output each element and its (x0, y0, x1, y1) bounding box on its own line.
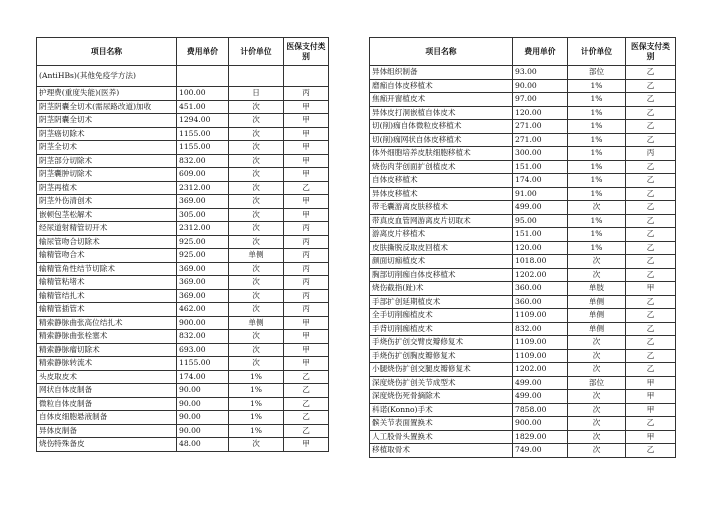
header-pricing-unit: 计价单位 (568, 38, 626, 66)
cell-insurance-category: 乙 (626, 255, 676, 269)
cell-insurance-category: 乙 (626, 201, 676, 215)
cell-unit-price: 499.00 (513, 390, 568, 404)
table-row (370, 349, 676, 363)
cell-insurance-category: 乙 (284, 424, 329, 438)
cell-unit-price: 90.00 (177, 384, 229, 398)
table-row (370, 444, 676, 458)
cell-insurance-category: 乙 (626, 336, 676, 350)
cell-pricing-unit: 次 (229, 100, 284, 114)
cell-pricing-unit: 次 (229, 181, 284, 195)
cell-pricing-unit: 1% (229, 411, 284, 425)
cell-pricing-unit: 次 (229, 114, 284, 128)
cell-pricing-unit: 单侧 (229, 316, 284, 330)
cell-insurance-category: 甲 (626, 430, 676, 444)
cell-pricing-unit (229, 66, 284, 87)
cell-pricing-unit: 1% (568, 79, 626, 93)
cell-pricing-unit: 1% (568, 106, 626, 120)
cell-unit-price: 1829.00 (513, 430, 568, 444)
cell-item-name: 头皮取皮术 (37, 370, 177, 384)
table-row (37, 181, 329, 195)
cell-unit-price: 369.00 (177, 195, 229, 209)
cell-insurance-category: 甲 (284, 127, 329, 141)
cell-insurance-category: 甲 (284, 114, 329, 128)
table-row (370, 187, 676, 201)
cell-pricing-unit: 次 (229, 235, 284, 249)
cell-unit-price: 1202.00 (513, 363, 568, 377)
cell-pricing-unit: 1% (568, 160, 626, 174)
cell-unit-price: 90.00 (177, 397, 229, 411)
cell-unit-price: 1109.00 (513, 336, 568, 350)
table-row (37, 384, 329, 398)
table-row (37, 168, 329, 182)
cell-unit-price: 90.00 (177, 411, 229, 425)
cell-unit-price: 1155.00 (177, 141, 229, 155)
table-row (370, 93, 676, 107)
cell-item-name: 输尿管吻合切除术 (37, 235, 177, 249)
cell-unit-price: 151.00 (513, 160, 568, 174)
cell-pricing-unit: 次 (229, 195, 284, 209)
table-row (370, 309, 676, 323)
cell-insurance-category: 甲 (284, 330, 329, 344)
cell-unit-price: 1109.00 (513, 309, 568, 323)
cell-item-name: 小腿烧伤扩创交腿皮瓣修复术 (370, 363, 513, 377)
cell-pricing-unit: 单侧 (568, 295, 626, 309)
cell-pricing-unit: 次 (568, 255, 626, 269)
cell-unit-price: 100.00 (177, 87, 229, 101)
cell-item-name: 阴茎阴囊全切术(需尿路改道)加收 (37, 100, 177, 114)
cell-insurance-category: 甲 (626, 282, 676, 296)
table-row (37, 208, 329, 222)
table-row (37, 343, 329, 357)
cell-insurance-category: 甲 (284, 343, 329, 357)
cell-unit-price: 7858.00 (513, 403, 568, 417)
table-row (370, 430, 676, 444)
cell-item-name: 深度烧伤扩创关节成型术 (370, 376, 513, 390)
cell-unit-price: 900.00 (513, 417, 568, 431)
cell-item-name: 阴茎全切术 (37, 141, 177, 155)
header-insurance-category: 医保支付类别 (626, 38, 676, 66)
cell-insurance-category: 乙 (626, 295, 676, 309)
table-row (370, 228, 676, 242)
cell-insurance-category: 乙 (626, 93, 676, 107)
cell-unit-price: 1018.00 (513, 255, 568, 269)
cell-insurance-category: 丙 (284, 289, 329, 303)
cell-pricing-unit: 1% (568, 241, 626, 255)
cell-pricing-unit: 单侧 (229, 249, 284, 263)
cell-unit-price: 832.00 (513, 322, 568, 336)
cell-pricing-unit: 单侧 (568, 309, 626, 323)
cell-unit-price: 95.00 (513, 214, 568, 228)
table-row (37, 154, 329, 168)
table-row (370, 336, 676, 350)
cell-item-name: 经尿道射精管切开术 (37, 222, 177, 236)
cell-pricing-unit: 次 (229, 343, 284, 357)
table-row (37, 411, 329, 425)
cell-pricing-unit: 日 (229, 87, 284, 101)
cell-item-name: 游离皮片移植术 (370, 228, 513, 242)
cell-pricing-unit: 次 (229, 208, 284, 222)
cell-pricing-unit: 次 (568, 417, 626, 431)
cell-item-name: 科诺(Konno)手术 (370, 403, 513, 417)
cell-pricing-unit: 次 (568, 403, 626, 417)
cell-pricing-unit: 次 (229, 438, 284, 452)
cell-unit-price: 360.00 (513, 295, 568, 309)
cell-unit-price: 749.00 (513, 444, 568, 458)
cell-unit-price: 120.00 (513, 241, 568, 255)
fee-table-right (369, 37, 676, 458)
cell-unit-price: 271.00 (513, 120, 568, 134)
cell-insurance-category: 乙 (626, 66, 676, 80)
cell-item-name: 精索静脉曲张高位结扎术 (37, 316, 177, 330)
cell-unit-price: 369.00 (177, 276, 229, 290)
table-row (370, 120, 676, 134)
cell-pricing-unit: 单肢 (568, 282, 626, 296)
cell-insurance-category: 乙 (626, 228, 676, 242)
cell-item-name: 手烧伤扩创胸皮瓣修复术 (370, 349, 513, 363)
cell-insurance-category: 甲 (284, 438, 329, 452)
cell-pricing-unit: 次 (568, 349, 626, 363)
header-item-name: 项目名称 (37, 38, 177, 66)
cell-item-name: 烧伤肉芽创面扩创植皮术 (370, 160, 513, 174)
cell-pricing-unit: 次 (229, 154, 284, 168)
cell-pricing-unit: 1% (568, 133, 626, 147)
table-row (370, 376, 676, 390)
cell-insurance-category: 丙 (284, 87, 329, 101)
cell-insurance-category: 乙 (626, 79, 676, 93)
cell-unit-price: 499.00 (513, 376, 568, 390)
cell-pricing-unit: 1% (229, 424, 284, 438)
cell-item-name: 精索静脉瘤切除术 (37, 343, 177, 357)
cell-insurance-category: 乙 (284, 370, 329, 384)
cell-unit-price: 462.00 (177, 303, 229, 317)
cell-pricing-unit: 1% (568, 174, 626, 188)
header-pricing-unit: 计价单位 (229, 38, 284, 66)
cell-item-name: 输精管角性结节切除术 (37, 262, 177, 276)
cell-pricing-unit: 次 (229, 357, 284, 371)
cell-unit-price: 2312.00 (177, 181, 229, 195)
cell-pricing-unit: 次 (229, 127, 284, 141)
cell-item-name: 护理费(重度失能)(医养) (37, 87, 177, 101)
cell-pricing-unit: 1% (568, 214, 626, 228)
cell-insurance-category: 乙 (626, 363, 676, 377)
cell-pricing-unit: 1% (568, 120, 626, 134)
table-row (37, 141, 329, 155)
cell-insurance-category: 乙 (626, 174, 676, 188)
cell-unit-price: 151.00 (513, 228, 568, 242)
cell-item-name: 输精管吻合术 (37, 249, 177, 263)
table-row (370, 255, 676, 269)
cell-item-name: 异体组织制备 (370, 66, 513, 80)
cell-pricing-unit: 次 (229, 141, 284, 155)
cell-insurance-category: 乙 (626, 417, 676, 431)
cell-pricing-unit: 部位 (568, 376, 626, 390)
cell-insurance-category: 甲 (284, 100, 329, 114)
cell-item-name: 异体皮移植术 (370, 187, 513, 201)
cell-unit-price: 120.00 (513, 106, 568, 120)
cell-pricing-unit: 次 (568, 390, 626, 404)
cell-item-name: 切(削)痂自体微粒皮移植术 (370, 120, 513, 134)
table-row (37, 424, 329, 438)
cell-item-name: (AntiHBs)(其他免疫学方法) (37, 66, 177, 87)
table-row (370, 106, 676, 120)
table-row (37, 87, 329, 101)
cell-item-name: 全手切削痂植皮术 (370, 309, 513, 323)
cell-insurance-category: 甲 (284, 154, 329, 168)
cell-item-name: 自体皮移植术 (370, 174, 513, 188)
cell-insurance-category: 甲 (284, 208, 329, 222)
cell-insurance-category: 乙 (626, 133, 676, 147)
cell-unit-price: 90.00 (177, 424, 229, 438)
cell-item-name: 阴茎癌切除术 (37, 127, 177, 141)
table-header-row (370, 38, 676, 66)
cell-unit-price: 925.00 (177, 249, 229, 263)
cell-item-name: 颜面切痂植皮术 (370, 255, 513, 269)
table-row (37, 397, 329, 411)
table-row (37, 289, 329, 303)
cell-unit-price: 832.00 (177, 154, 229, 168)
cell-item-name: 自体皮细胞悬液制备 (37, 411, 177, 425)
cell-pricing-unit: 次 (568, 268, 626, 282)
cell-pricing-unit: 次 (229, 262, 284, 276)
cell-item-name: 精索静脉曲张栓塞术 (37, 330, 177, 344)
table-row (37, 370, 329, 384)
table-row (370, 295, 676, 309)
cell-unit-price: 48.00 (177, 438, 229, 452)
cell-unit-price: 271.00 (513, 133, 568, 147)
cell-item-name: 胸部切削痂自体皮移植术 (370, 268, 513, 282)
cell-insurance-category: 丙 (284, 249, 329, 263)
table-row (370, 66, 676, 80)
cell-insurance-category: 丙 (284, 222, 329, 236)
cell-pricing-unit: 部位 (568, 66, 626, 80)
cell-insurance-category: 乙 (626, 160, 676, 174)
cell-unit-price: 369.00 (177, 289, 229, 303)
cell-pricing-unit: 次 (568, 201, 626, 215)
cell-item-name: 输精管粘堵术 (37, 276, 177, 290)
cell-insurance-category: 乙 (626, 214, 676, 228)
cell-item-name: 烧伤特殊备皮 (37, 438, 177, 452)
cell-pricing-unit: 1% (568, 147, 626, 161)
table-row (37, 316, 329, 330)
cell-unit-price: 2312.00 (177, 222, 229, 236)
cell-pricing-unit: 次 (568, 363, 626, 377)
cell-item-name: 精索静脉转流术 (37, 357, 177, 371)
table-row (370, 403, 676, 417)
cell-insurance-category: 丙 (284, 262, 329, 276)
cell-unit-price (177, 66, 229, 87)
cell-item-name: 手部扩创延期植皮术 (370, 295, 513, 309)
cell-item-name: 阴茎阴囊全切术 (37, 114, 177, 128)
cell-insurance-category: 丙 (284, 235, 329, 249)
cell-item-name: 体外细胞培养皮肤细胞移植术 (370, 147, 513, 161)
cell-unit-price: 900.00 (177, 316, 229, 330)
cell-pricing-unit: 1% (568, 187, 626, 201)
cell-insurance-category: 甲 (284, 316, 329, 330)
table-row (37, 249, 329, 263)
cell-item-name: 带真皮血管网游离皮片切取术 (370, 214, 513, 228)
cell-insurance-category: 丙 (626, 147, 676, 161)
cell-pricing-unit: 次 (229, 303, 284, 317)
fee-table-left-body (37, 66, 329, 452)
table-row (37, 100, 329, 114)
cell-insurance-category: 乙 (626, 444, 676, 458)
cell-insurance-category: 乙 (626, 106, 676, 120)
cell-pricing-unit: 1% (568, 228, 626, 242)
cell-item-name: 网状自体皮制备 (37, 384, 177, 398)
cell-pricing-unit: 次 (229, 168, 284, 182)
cell-unit-price: 174.00 (177, 370, 229, 384)
cell-unit-price: 1294.00 (177, 114, 229, 128)
cell-unit-price: 97.00 (513, 93, 568, 107)
cell-item-name: 焦痂开窗植皮术 (370, 93, 513, 107)
cell-item-name: 带毛囊游离皮肤移植术 (370, 201, 513, 215)
cell-insurance-category: 甲 (284, 168, 329, 182)
table-row (37, 66, 329, 87)
cell-pricing-unit: 次 (229, 330, 284, 344)
cell-insurance-category: 甲 (284, 357, 329, 371)
table-row (370, 133, 676, 147)
cell-item-name: 嵌顿包茎松解术 (37, 208, 177, 222)
cell-pricing-unit: 1% (568, 93, 626, 107)
table-row (370, 147, 676, 161)
cell-item-name: 磨痂自体皮移植术 (370, 79, 513, 93)
table-row (370, 174, 676, 188)
cell-item-name: 阴茎外伤清创术 (37, 195, 177, 209)
cell-unit-price: 1109.00 (513, 349, 568, 363)
cell-item-name: 手背切削痂植皮术 (370, 322, 513, 336)
cell-insurance-category: 乙 (284, 411, 329, 425)
table-row (370, 363, 676, 377)
cell-pricing-unit: 1% (229, 397, 284, 411)
cell-item-name: 皮肤撕脱反取皮回植术 (370, 241, 513, 255)
cell-unit-price: 360.00 (513, 282, 568, 296)
cell-pricing-unit: 次 (229, 222, 284, 236)
cell-unit-price: 93.00 (513, 66, 568, 80)
table-row (370, 241, 676, 255)
table-row (37, 438, 329, 452)
cell-unit-price: 832.00 (177, 330, 229, 344)
cell-insurance-category: 乙 (284, 181, 329, 195)
cell-item-name: 阴茎部分切除术 (37, 154, 177, 168)
cell-unit-price: 305.00 (177, 208, 229, 222)
table-row (37, 222, 329, 236)
cell-insurance-category: 丙 (284, 303, 329, 317)
cell-pricing-unit: 次 (568, 336, 626, 350)
cell-item-name: 异体皮打洞嵌植自体皮术 (370, 106, 513, 120)
table-header-row (37, 38, 329, 66)
table-row (370, 160, 676, 174)
table-row (37, 330, 329, 344)
cell-insurance-category: 乙 (626, 349, 676, 363)
table-row (370, 201, 676, 215)
cell-item-name: 手烧伤扩创交臂皮瓣修复术 (370, 336, 513, 350)
cell-pricing-unit: 单侧 (568, 322, 626, 336)
cell-insurance-category: 甲 (626, 403, 676, 417)
cell-insurance-category: 甲 (284, 195, 329, 209)
cell-unit-price: 1155.00 (177, 127, 229, 141)
cell-item-name: 切(削)痂网状自体皮移植术 (370, 133, 513, 147)
cell-insurance-category: 乙 (284, 397, 329, 411)
cell-item-name: 髌关节表面置换术 (370, 417, 513, 431)
fee-table-left (36, 37, 329, 452)
cell-pricing-unit: 次 (568, 444, 626, 458)
table-row (37, 114, 329, 128)
cell-item-name: 人工股骨头置换术 (370, 430, 513, 444)
cell-insurance-category (284, 66, 329, 87)
cell-pricing-unit: 1% (229, 384, 284, 398)
cell-insurance-category: 乙 (284, 384, 329, 398)
cell-insurance-category: 乙 (626, 241, 676, 255)
cell-unit-price: 499.00 (513, 201, 568, 215)
cell-item-name: 烧伤截指(趾)术 (370, 282, 513, 296)
table-row (37, 127, 329, 141)
table-row (370, 214, 676, 228)
cell-unit-price: 451.00 (177, 100, 229, 114)
table-row (370, 282, 676, 296)
table-row (37, 276, 329, 290)
cell-unit-price: 609.00 (177, 168, 229, 182)
cell-insurance-category: 乙 (626, 120, 676, 134)
cell-item-name: 异体皮制备 (37, 424, 177, 438)
table-row (370, 79, 676, 93)
cell-insurance-category: 丙 (284, 276, 329, 290)
cell-unit-price: 693.00 (177, 343, 229, 357)
cell-pricing-unit: 1% (229, 370, 284, 384)
cell-insurance-category: 甲 (626, 376, 676, 390)
cell-insurance-category: 乙 (626, 187, 676, 201)
table-row (37, 262, 329, 276)
cell-unit-price: 1155.00 (177, 357, 229, 371)
cell-unit-price: 91.00 (513, 187, 568, 201)
header-unit-price: 费用单价 (177, 38, 229, 66)
table-row (370, 417, 676, 431)
cell-insurance-category: 乙 (626, 309, 676, 323)
cell-item-name: 移植取骨术 (370, 444, 513, 458)
cell-insurance-category: 甲 (284, 141, 329, 155)
table-row (370, 268, 676, 282)
cell-pricing-unit: 次 (568, 430, 626, 444)
table-row (370, 322, 676, 336)
header-insurance-category: 医保支付类别 (284, 38, 329, 66)
cell-item-name: 深度烧伤死骨摘除术 (370, 390, 513, 404)
cell-pricing-unit: 次 (229, 276, 284, 290)
cell-pricing-unit: 次 (229, 289, 284, 303)
cell-insurance-category: 乙 (626, 322, 676, 336)
cell-insurance-category: 乙 (626, 268, 676, 282)
cell-item-name: 输精管插管术 (37, 303, 177, 317)
cell-unit-price: 369.00 (177, 262, 229, 276)
cell-item-name: 阴茎囊肿切除术 (37, 168, 177, 182)
table-row (37, 303, 329, 317)
table-row (37, 235, 329, 249)
cell-unit-price: 1202.00 (513, 268, 568, 282)
cell-insurance-category: 甲 (626, 390, 676, 404)
cell-unit-price: 925.00 (177, 235, 229, 249)
cell-unit-price: 90.00 (513, 79, 568, 93)
header-unit-price: 费用单价 (513, 38, 568, 66)
fee-table-right-body (370, 66, 676, 458)
cell-item-name: 输精管结扎术 (37, 289, 177, 303)
table-row (37, 195, 329, 209)
table-row (37, 357, 329, 371)
cell-unit-price: 300.00 (513, 147, 568, 161)
cell-item-name: 阴茎再植术 (37, 181, 177, 195)
table-row (370, 390, 676, 404)
header-item-name: 项目名称 (370, 38, 513, 66)
cell-unit-price: 174.00 (513, 174, 568, 188)
cell-item-name: 微粒自体皮制备 (37, 397, 177, 411)
